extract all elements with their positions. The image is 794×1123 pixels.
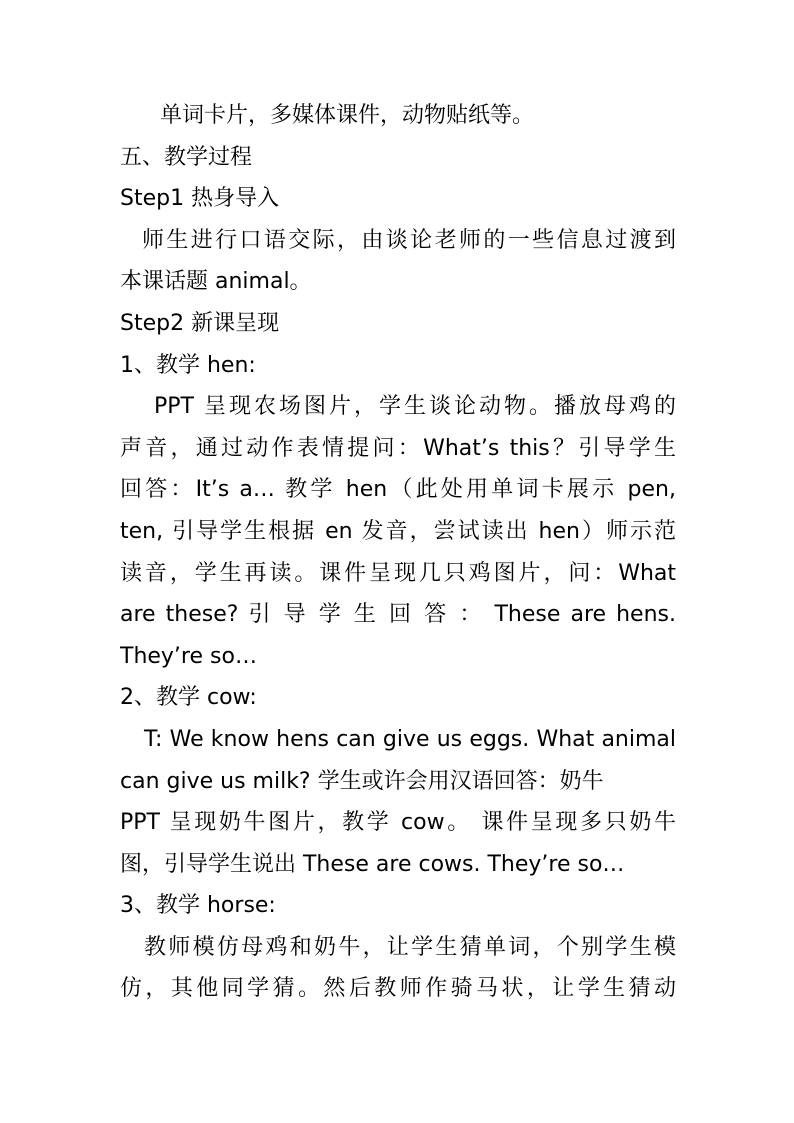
paragraph-line: They’re so… <box>120 643 257 669</box>
paragraph-line: 图，引导学生说出 These are cows. They’re so… <box>120 851 625 877</box>
paragraph-line: 声音，通过动作表情提问：What’s this？引导学生 <box>120 435 676 461</box>
paragraph-line: 本课话题 animal。 <box>120 269 312 295</box>
paragraph-line: PPT 呈现奶牛图片，教学 cow。 课件呈现多只奶牛 <box>120 810 676 836</box>
paragraph-line: 仿，其他同学猜。然后教师作骑马状，让学生猜动 <box>120 976 676 1002</box>
paragraph-line: are these? 引 导 学 生 回 答 ： These are hens. <box>120 602 676 628</box>
paragraph-line: ten, 引导学生根据 en 发音，尝试读出 hen）师示范 <box>120 518 676 544</box>
paragraph-line: PPT 呈现农场图片，学生谈论动物。播放母鸡的 <box>154 394 676 420</box>
paragraph-line: T: We know hens can give us eggs. What animal <box>144 726 676 752</box>
section-heading-teaching-process: 五、教学过程 <box>120 144 253 170</box>
materials-line: 单词卡片，多媒体课件，动物贴纸等。 <box>160 103 535 128</box>
paragraph-line: 回答：It’s a… 教学 hen（此处用单词卡展示 pen, <box>120 477 676 503</box>
paragraph-line: 读音，学生再读。课件呈现几只鸡图片，问：What <box>120 560 676 586</box>
step2-heading: Step2 新课呈现 <box>120 310 280 336</box>
document-page <box>120 95 676 1010</box>
paragraph-line: 师生进行口语交际，由谈论老师的一些信息过渡到 <box>142 227 676 253</box>
step1-heading: Step1 热身导入 <box>120 186 280 212</box>
subheading-hen: 1、教学 hen: <box>120 352 256 378</box>
paragraph-line: can give us milk? 学生或许会用汉语回答：奶牛 <box>120 768 604 794</box>
subheading-horse: 3、教学 horse: <box>120 893 276 919</box>
subheading-cow: 2、教学 cow: <box>120 685 257 711</box>
paragraph-line: 教师模仿母鸡和奶牛，让学生猜单词，个别学生模 <box>144 934 676 960</box>
